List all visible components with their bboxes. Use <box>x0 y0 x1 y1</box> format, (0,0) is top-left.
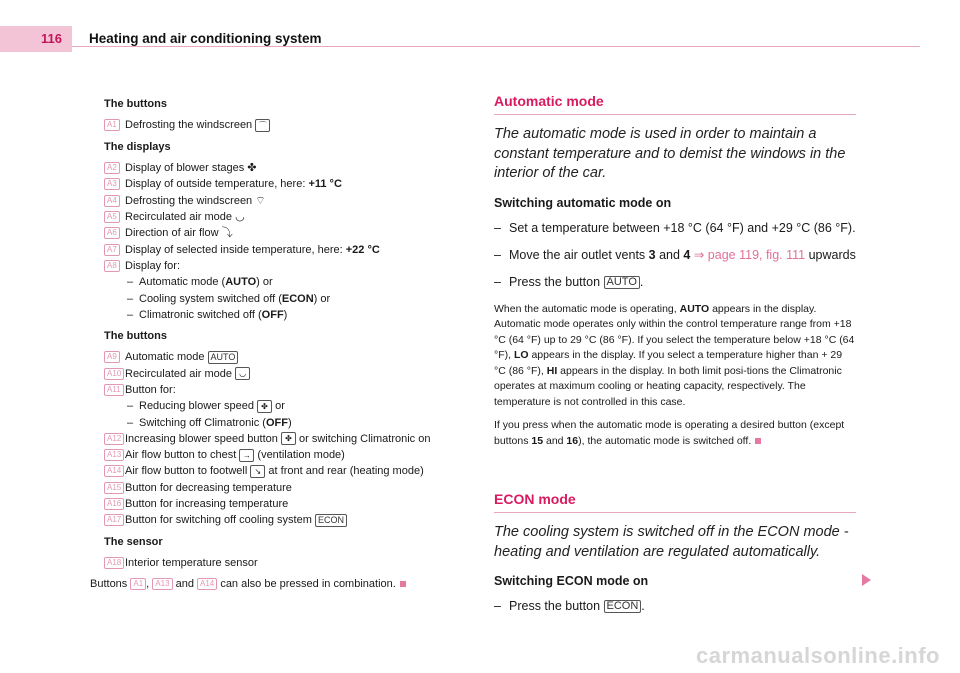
list-item-a3: A3 Display of outside temperature, here: +11 °C <box>104 176 454 192</box>
econ-key-label: ECON <box>604 600 642 613</box>
list-item-a10: A10 Recirculated air mode ◡ <box>104 366 454 382</box>
section-end-marker <box>400 581 406 587</box>
fan-icon: ✤ <box>247 161 257 174</box>
sub-item: – Climatronic switched off (OFF) <box>104 307 454 323</box>
next-page-arrow-icon <box>862 574 871 586</box>
list-item-a11: A11 Button for: <box>104 382 454 398</box>
step-item: – Press the button AUTO . <box>494 274 856 291</box>
recirculation-icon: ◡ <box>235 210 245 223</box>
sub-item: – Reducing blower speed ✤ or <box>104 398 454 414</box>
header-divider <box>72 46 920 47</box>
item-badge: A1 <box>104 119 120 131</box>
section-title-buttons-2: The buttons <box>104 330 167 343</box>
list-item-a13: A13 Air flow button to chest → (ventilation mode) <box>104 447 454 463</box>
windscreen-defrost-icon: ⌔ <box>255 194 266 207</box>
page-number: 116 <box>0 26 72 52</box>
fan-minus-icon: ✤ <box>257 400 272 413</box>
automatic-mode-note-2: If you press when the automatic mode is operating a desired button (except buttons 15 and 16), the automatic mode is switched off. <box>494 419 845 447</box>
inside-temp-value: +22 °C <box>345 243 380 256</box>
auto-key-label: AUTO <box>208 351 239 364</box>
section-title-buttons: The buttons <box>104 98 167 110</box>
list-item-a8: A8 Display for: <box>104 258 454 274</box>
list-item-a18: A18 Interior temperature sensor <box>104 555 454 571</box>
automatic-mode-heading: Automatic mode <box>494 93 856 115</box>
list-item-a12: A12 Increasing blower speed button ✤ or switching Climatronic on <box>104 431 454 447</box>
page-reference-link[interactable]: ⇒ page 119, fig. 111 <box>693 247 806 262</box>
list-item-a2: A2 Display of blower stages ✤ <box>104 160 454 176</box>
chest-airflow-icon: → <box>239 449 254 462</box>
auto-key-label: AUTO <box>604 276 640 289</box>
right-column <box>494 93 856 615</box>
list-item-a7: A7 Display of selected inside temperature, here: +22 °C <box>104 242 454 258</box>
air-flow-icon: ⤵ <box>221 227 233 240</box>
section-title-sensor: The sensor <box>104 535 163 548</box>
econ-mode-heading: ECON mode <box>494 491 856 513</box>
econ-mode-subheading: Switching ECON mode on <box>494 574 649 588</box>
automatic-mode-subheading: Switching automatic mode on <box>494 195 672 210</box>
left-column <box>90 96 454 593</box>
list-item-a16: A16 Button for increasing temperature <box>104 496 454 512</box>
sub-item: – Automatic mode (AUTO) or <box>104 274 454 290</box>
step-item: – Press the button ECON . <box>494 598 856 615</box>
automatic-mode-note: When the automatic mode is operating, AUTO appears in the display. Automatic mode operates only within the control temperature range from +18 °C (64 °F) up to 29 °C (86 °F). If you select the temperature below +18 °C (64 °F), LO appears in the display. If you select a temperature higher than + 29 °C (86 °F), HI appears in the display. In both limit posi-tions the Climatronic operates at maximum cooling or heating capacity, respectively. The temperature is not controlled in this case. <box>494 302 855 408</box>
footwell-airflow-icon: ↘ <box>250 465 265 478</box>
list-item-a17: A17 Button for switching off cooling system ECON <box>104 512 454 528</box>
step-item: – Set a temperature between +18 °C (64 °F) and +29 °C (86 °F). <box>494 220 856 237</box>
automatic-mode-lead: The automatic mode is used in order to maintain a constant temperature and to demist the windows in the interior of the car. <box>494 126 846 181</box>
list-item-a14: A14 Air flow button to footwell ↘ at front and rear (heating mode) <box>104 463 454 479</box>
list-item-a1: A1 Defrosting the windscreen ⌒ <box>104 117 454 133</box>
section-title-displays: The displays <box>104 140 171 153</box>
list-item-a6: A6 Direction of air flow ⤵ <box>104 225 454 241</box>
page-title: Heating and air conditioning system <box>89 31 322 46</box>
list-item-a4: A4 Defrosting the windscreen ⌔ <box>104 193 454 209</box>
watermark: carmanualsonline.info <box>696 643 940 668</box>
econ-mode-lead: The cooling system is switched off in the ECON mode - heating and ventilation are regulated automatically. <box>494 524 849 560</box>
list-item-a5: A5 Recirculated air mode ◡ <box>104 209 454 225</box>
combination-note: Buttons A1 , A13 and A14 can also be pressed in combination. <box>90 576 454 592</box>
recirculation-icon: ◡ <box>235 367 250 380</box>
step-item: – Move the air outlet vents 3 and 4 ⇒ page 119, fig. 111 upwards <box>494 247 856 264</box>
sub-item: – Switching off Climatronic (OFF) <box>104 415 454 431</box>
outside-temp-value: +11 °C <box>308 178 342 191</box>
sub-item: – Cooling system switched off (ECON) or <box>104 291 454 307</box>
list-item-a15: A15 Button for decreasing temperature <box>104 480 454 496</box>
list-item-a9: A9 Automatic mode AUTO <box>104 349 454 365</box>
econ-key-label: ECON <box>315 514 347 527</box>
section-end-marker <box>755 438 761 444</box>
fan-plus-icon: ✤ <box>281 432 296 445</box>
windscreen-defrost-icon: ⌒ <box>255 119 270 132</box>
